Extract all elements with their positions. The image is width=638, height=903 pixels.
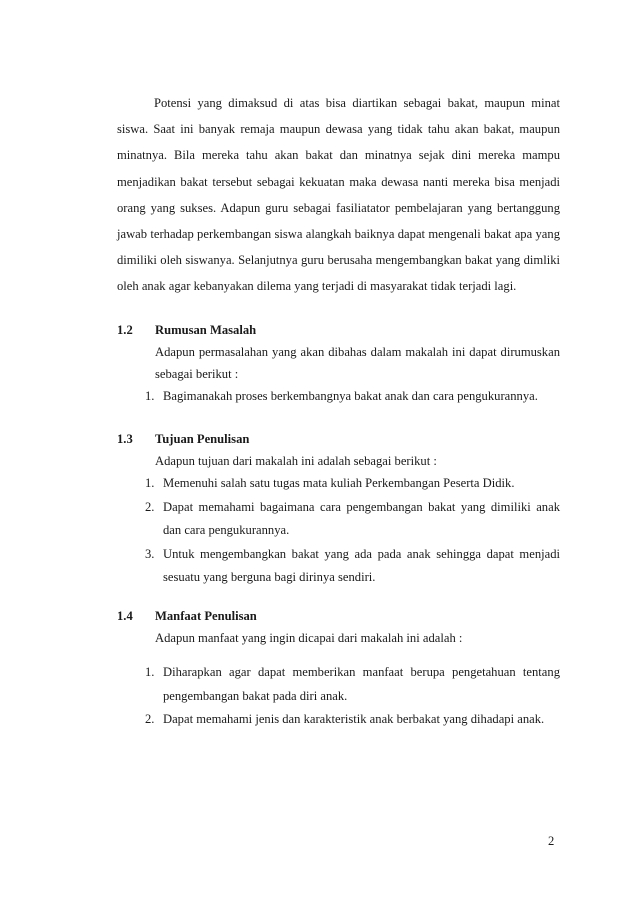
numbered-list	[117, 472, 560, 590]
section-manfaat-penulisan	[117, 605, 560, 732]
section-number: 1.4	[117, 609, 133, 623]
page-number: 2	[548, 834, 555, 848]
list-item	[117, 543, 560, 590]
list-item	[117, 472, 560, 496]
section-title: Manfaat Penulisan	[155, 609, 257, 623]
section-heading	[117, 428, 560, 450]
section-heading	[117, 605, 560, 627]
list-item-number: 1.	[145, 476, 155, 490]
list-item	[117, 385, 560, 409]
section-heading	[117, 319, 560, 341]
section-tujuan-penulisan	[117, 428, 560, 590]
list-item-number: 3.	[145, 546, 155, 561]
section-intro: Adapun permasalahan yang akan dibahas dalam makalah ini dapat dirumuskan sebagai berikut :	[155, 345, 560, 381]
list-item	[117, 708, 560, 732]
section-title: Tujuan Penulisan	[155, 432, 250, 446]
list-item-number: 1.	[145, 389, 155, 403]
list-item-text: Dapat memahami jenis dan karakteristik anak berbakat yang dihadapi anak.	[163, 712, 545, 726]
numbered-list	[117, 661, 560, 732]
numbered-list	[117, 385, 560, 409]
section-intro: Adapun manfaat yang ingin dicapai dari makalah ini adalah :	[155, 631, 463, 645]
list-item-text: Bagimanakah proses berkembangnya bakat anak dan cara pengukurannya.	[163, 389, 538, 403]
list-item-text: Diharapkan agar dapat memberikan manfaat berupa pengetahuan tentang pengembangan bakat pada diri anak.	[163, 665, 560, 703]
body-paragraph: Potensi yang dimaksud di atas bisa diartikan sebagai bakat, maupun minat siswa. Saat ini banyak remaja maupun dewasa yang tidak tahu akan bakat, maupun minatnya. Bila mereka tahu akan bakat dan minatnya sejak dini mereka mampu menjadikan bakat tersebut sebagai kekuatan maka dewasa nanti mereka bisa menjadi orang yang sukses. Adapun guru sebagai fasiliatator pembelajaran yang bertanggung jawab terhadap perkembangan siswa alangkah baiknya dapat mengenali bakat apa yang dimiliki oleh siswanya. Selanjutnya guru berusaha mengembangkan bakat yang dimliki oleh anak agar kebanyakan dilema yang terjadi di masyarakat tidak terjadi lagi.	[117, 96, 560, 294]
section-title: Rumusan Masalah	[155, 323, 257, 337]
section-rumusan-masalah	[117, 319, 560, 409]
list-item-number: 2.	[145, 712, 155, 726]
list-item-number: 2.	[145, 499, 155, 514]
list-item-text: Dapat memahami bagaimana cara pengembangan bakat yang dimiliki anak dan cara pengukurannya.	[163, 499, 560, 537]
section-number: 1.3	[117, 432, 133, 446]
list-item-number: 1.	[145, 665, 155, 679]
section-intro: Adapun tujuan dari makalah ini adalah sebagai berikut :	[155, 454, 437, 468]
list-item	[117, 496, 560, 543]
list-item-text: Untuk mengembangkan bakat yang ada pada anak sehingga dapat menjadi sesuatu yang berguna bagi dirinya sendiri.	[163, 546, 560, 584]
list-item-text: Memenuhi salah satu tugas mata kuliah Perkembangan Peserta Didik.	[163, 476, 515, 490]
list-item	[117, 661, 560, 708]
section-number: 1.2	[117, 323, 133, 337]
